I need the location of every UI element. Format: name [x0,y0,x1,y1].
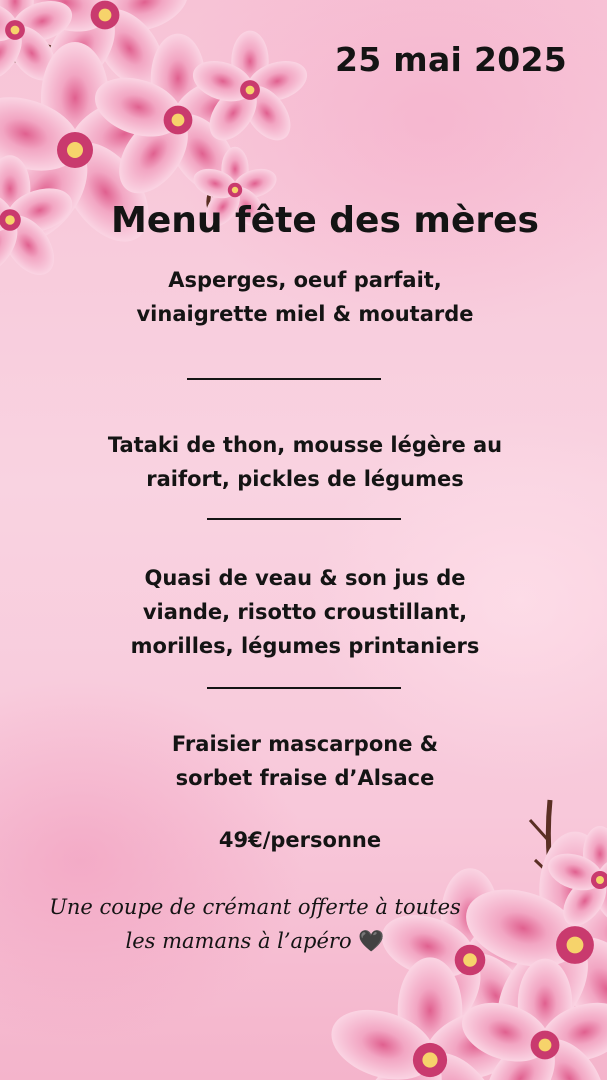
dish-line: viande, risotto croustillant, [142,600,468,624]
separator-line [187,378,381,380]
dish-line: sorbet fraise d’Alsace [175,766,435,790]
dish-line: vinaigrette miel & moutarde [136,302,474,326]
dish-line: morilles, légumes printaniers [130,634,480,658]
dish-line: Asperges, oeuf parfait, [168,268,442,292]
dish-second [90,428,520,496]
offer-note-text: les mamans à l’apéro [125,929,352,953]
separator-line [207,518,401,520]
event-date: 25 mai 2025 [334,40,567,79]
dish-starter [90,263,520,331]
dish-dessert [90,727,520,795]
offer-note [20,890,490,958]
dish-line: Tataki de thon, mousse légère au [107,433,503,457]
offer-note-line [20,924,490,958]
dish-line: Fraisier mascarpone & [171,732,439,756]
offer-note-line: Une coupe de crémant offerte à toutes [49,895,461,919]
black-heart-icon: 🖤 [358,929,385,953]
dish-main [90,561,520,663]
menu-price: 49€/personne [218,828,382,852]
menu-title: Menu fête des mères [111,200,539,241]
dish-line: Quasi de veau & son jus de [144,566,466,590]
separator-line [207,687,401,689]
dish-line: raifort, pickles de légumes [146,467,464,491]
